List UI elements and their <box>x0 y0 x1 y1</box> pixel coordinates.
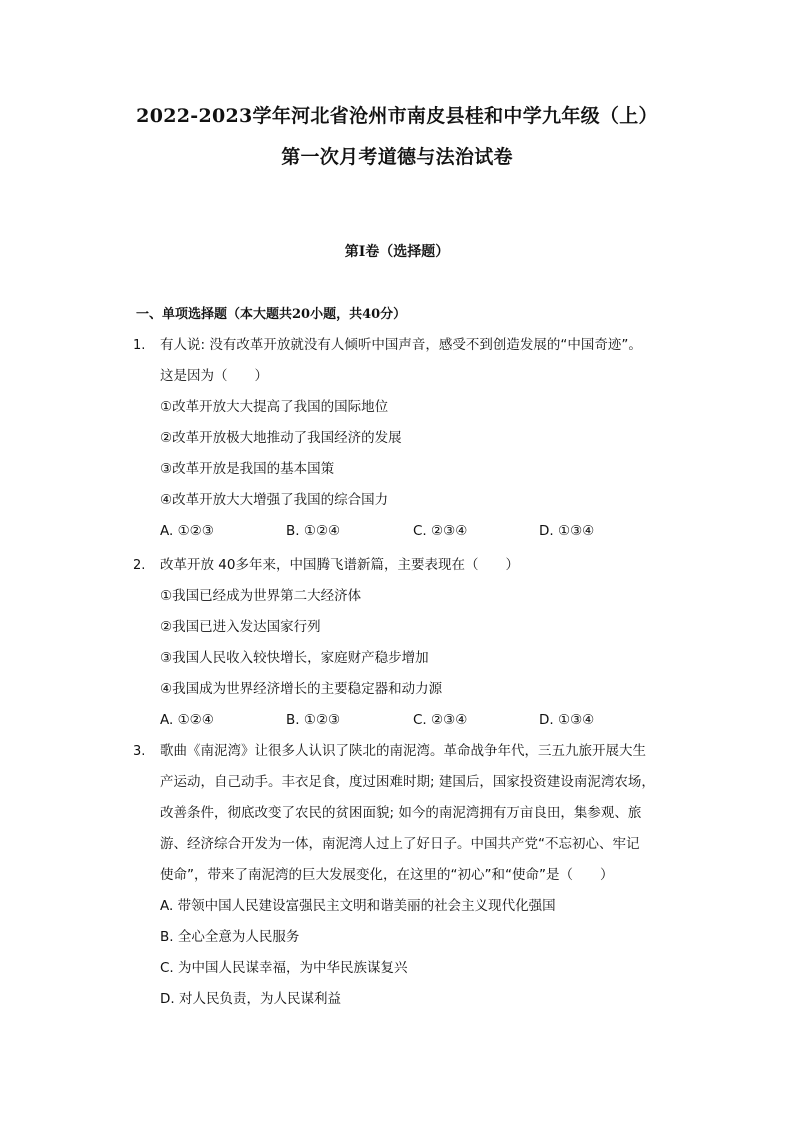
option-d[interactable]: D. ①③④ <box>539 712 595 728</box>
question-stem-line: 产运动，自己动手。丰衣足食，度过困难时期; 建国后，国家投资建设南泥湾农场， <box>160 774 655 790</box>
statement-3: ③我国人民收入较快增长，家庭财产稳步增加 <box>160 650 429 666</box>
option-d[interactable]: D. ①③④ <box>539 523 595 539</box>
part-title: 第I卷（选择题） <box>344 244 450 260</box>
question-stem-line: 游、经济综合开发为一体，南泥湾人过上了好日子。中国共产党“不忘初心、牢记 <box>160 836 640 852</box>
question-number: 3. <box>133 744 146 759</box>
exam-title-line-2: 第一次月考道德与法治试卷 <box>281 146 513 168</box>
statement-3: ③改革开放是我国的基本国策 <box>160 461 335 477</box>
question-stem-line: 改革开放 40多年来，中国腾飞谱新篇，主要表现在（ ） <box>160 557 519 573</box>
option-a[interactable]: A. ①②④ <box>160 712 214 728</box>
option-b[interactable]: B. ①②③ <box>286 712 341 728</box>
option-c[interactable]: C. ②③④ <box>413 712 468 728</box>
question-stem-line: 这是因为（ ） <box>160 368 268 384</box>
section-header: 一、单项选择题（本大题共20小题，共40分） <box>136 307 407 322</box>
question-stem-line: 有人说: 没有改革开放就没有人倾听中国声音，感受不到创造发展的“中国奇迹”。 <box>160 337 642 353</box>
choice-b[interactable]: B. 全心全意为人民服务 <box>160 929 300 945</box>
choice-d[interactable]: D. 对人民负责，为人民谋利益 <box>160 991 341 1007</box>
option-a[interactable]: A. ①②③ <box>160 523 214 539</box>
statement-1: ①改革开放大大提高了我国的国际地位 <box>160 399 389 415</box>
choice-a[interactable]: A. 带领中国人民建设富强民主文明和谐美丽的社会主义现代化强国 <box>160 898 556 914</box>
option-c[interactable]: C. ②③④ <box>413 523 468 539</box>
statement-1: ①我国已经成为世界第二大经济体 <box>160 588 362 604</box>
answer-options <box>160 705 670 736</box>
option-b[interactable]: B. ①②④ <box>286 523 341 539</box>
question-number: 1. <box>133 338 146 353</box>
question-body <box>160 550 670 736</box>
question-body <box>160 736 670 1015</box>
choice-c[interactable]: C. 为中国人民谋幸福，为中华民族谋复兴 <box>160 960 408 976</box>
exam-title-line-1: 2022-2023学年河北省沧州市南皮县桂和中学九年级（上） <box>136 105 658 127</box>
question-stem-line: 使命”，带来了南泥湾的巨大发展变化，在这里的“初心”和“使命”是（ ） <box>160 867 614 883</box>
question-stem-line: 改善条件，彻底改变了农民的贫困面貌; 如今的南泥湾拥有万亩良田，集参观、旅 <box>160 805 642 821</box>
statement-4: ④我国成为世界经济增长的主要稳定器和动力源 <box>160 681 443 697</box>
answer-options <box>160 516 670 547</box>
question-stem-line: 歌曲《南泥湾》让很多人认识了陕北的南泥湾。革命战争年代，三五九旅开展大生 <box>160 743 646 759</box>
question-number: 2. <box>133 558 146 573</box>
question-body <box>160 330 670 547</box>
statement-2: ②我国已进入发达国家行列 <box>160 619 321 635</box>
statement-2: ②改革开放极大地推动了我国经济的发展 <box>160 430 402 446</box>
statement-4: ④改革开放大大增强了我国的综合国力 <box>160 492 389 508</box>
